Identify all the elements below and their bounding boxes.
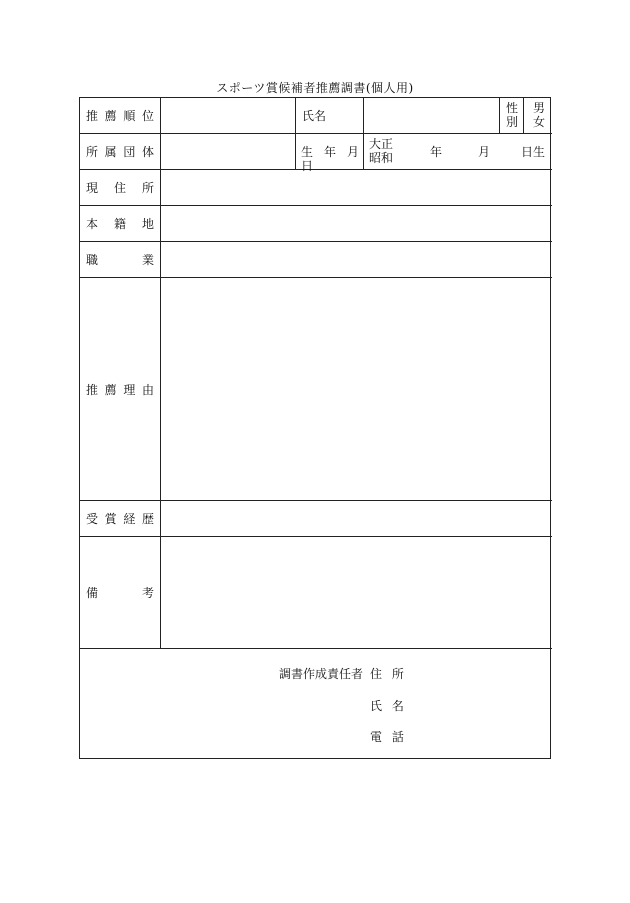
row-divider [80, 648, 552, 649]
form-title: スポーツ賞候補者推薦調書(個人用) [216, 81, 414, 95]
label-remarks: 備 考 [86, 586, 154, 600]
label-affiliated-group: 所 属 団 体 [86, 145, 154, 159]
label-birthdate: 生 年 月 日 [301, 145, 359, 173]
label-month: 月 [478, 145, 491, 159]
label-column-divider [160, 98, 161, 648]
label-sex: 性 別 [505, 101, 518, 129]
recommendation-form-table [79, 97, 551, 759]
label-recommendation-rank: 推 薦 順 位 [86, 109, 154, 123]
label-current-address: 現 住 所 [86, 181, 154, 195]
footer-phone-label: 電 話 [370, 730, 407, 744]
column-divider [295, 98, 296, 169]
label-recommendation-reason: 推 薦 理 由 [86, 382, 154, 397]
label-occupation: 職 業 [86, 253, 154, 267]
column-divider [523, 98, 524, 133]
sex-options: 男 女 [532, 101, 545, 129]
era-options: 大正 昭和 [369, 137, 394, 165]
label-year: 年 [430, 145, 443, 159]
label-award-history: 受 賞 経 歴 [86, 512, 154, 526]
label-registered-domicile: 本 籍 地 [86, 217, 154, 231]
footer-address-label: 住 所 [370, 667, 407, 681]
footer-name-label: 氏 名 [370, 699, 407, 713]
label-name: 氏名 [302, 109, 327, 123]
column-divider [363, 98, 364, 169]
label-day-born: 日生 [521, 145, 546, 159]
column-divider [499, 98, 500, 133]
footer-preparer-label: 調書作成責任者 [279, 667, 364, 681]
